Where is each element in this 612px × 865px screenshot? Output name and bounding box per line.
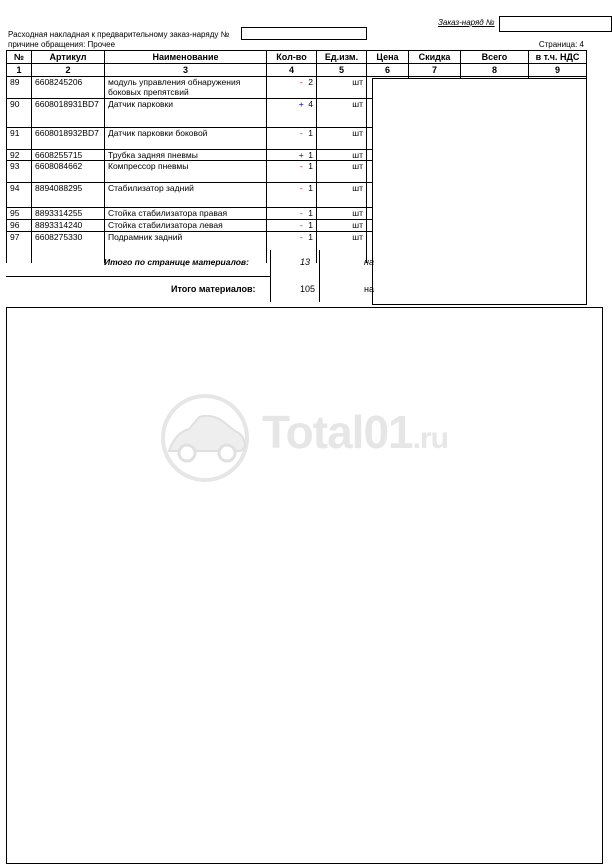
grand-total-suffix: на xyxy=(364,284,374,294)
page-total-label: Итого по странице материалов: xyxy=(104,257,249,267)
row-name: Трубка задняя пневмы xyxy=(105,150,267,161)
filler-cell xyxy=(7,254,32,263)
row-quantity-value: 1 xyxy=(308,208,313,218)
row-quantity xyxy=(267,183,317,208)
row-number: 91 xyxy=(7,128,32,150)
table-column-number-row xyxy=(7,64,587,77)
column-number: 3 xyxy=(105,64,267,77)
row-number: 90 xyxy=(7,99,32,128)
column-number: 2 xyxy=(32,64,105,77)
row-unit: шт xyxy=(317,77,367,99)
minus-icon[interactable]: - xyxy=(299,77,303,87)
row-quantity xyxy=(267,99,317,128)
row-number: 92 xyxy=(7,150,32,161)
row-unit: шт xyxy=(317,128,367,150)
row-quantity xyxy=(267,220,317,232)
row-name: Подрамник задний xyxy=(105,232,267,254)
row-name: Стойка стабилизатора правая xyxy=(105,208,267,220)
row-quantity-value: 1 xyxy=(308,150,313,160)
page-total-suffix: на xyxy=(364,257,374,267)
row-unit: шт xyxy=(317,232,367,254)
page-number: Страница: 4 xyxy=(538,40,584,49)
filler-cell xyxy=(32,254,105,263)
grand-total-label: Итого материалов: xyxy=(171,284,256,294)
column-header: Наименование xyxy=(105,51,267,64)
row-article: 6608018932BD7 xyxy=(32,128,105,150)
column-header: Артикул xyxy=(32,51,105,64)
row-quantity-value: 2 xyxy=(308,77,313,87)
watermark-car-logo-icon xyxy=(155,393,255,483)
row-unit: шт xyxy=(317,220,367,232)
invoice-title: Расходная накладная к предварительному заказ-наряду № xyxy=(8,30,230,39)
grand-total-value: 105 xyxy=(300,284,316,294)
column-number: 9 xyxy=(529,64,587,77)
table-header-row xyxy=(7,51,587,64)
totals-left-border xyxy=(270,250,271,302)
totals-qty-border xyxy=(319,250,320,302)
row-quantity xyxy=(267,128,317,150)
plus-icon[interactable]: + xyxy=(298,150,304,160)
row-quantity-value: 1 xyxy=(308,232,313,242)
row-unit: шт xyxy=(317,183,367,208)
row-unit: шт xyxy=(317,161,367,183)
row-number: 97 xyxy=(7,232,32,254)
minus-icon[interactable]: - xyxy=(299,183,303,193)
column-number: 8 xyxy=(461,64,529,77)
minus-icon[interactable]: - xyxy=(299,232,303,242)
content-frame xyxy=(6,307,603,864)
watermark-text: Total01.ru xyxy=(262,406,448,458)
minus-icon[interactable]: - xyxy=(299,220,303,230)
page-total-value: 13 xyxy=(300,257,311,267)
row-article: 6608084662 xyxy=(32,161,105,183)
row-article: 8893314240 xyxy=(32,220,105,232)
row-quantity xyxy=(267,208,317,220)
reason-label: причине обращения: Прочее xyxy=(8,40,116,49)
row-name: Стойка стабилизатора левая xyxy=(105,220,267,232)
row-name: модуль управления обнаружения боковых препятсвий xyxy=(105,77,267,99)
row-article: 6608018931BD7 xyxy=(32,99,105,128)
plus-icon[interactable]: + xyxy=(298,99,304,109)
invoice-number-field xyxy=(241,27,367,40)
row-article: 8893314255 xyxy=(32,208,105,220)
column-header: Всего xyxy=(461,51,529,64)
minus-icon[interactable]: - xyxy=(299,128,303,138)
column-header: Цена xyxy=(367,51,409,64)
column-header: Скидка xyxy=(409,51,461,64)
column-number: 1 xyxy=(7,64,32,77)
row-article: 8894088295 xyxy=(32,183,105,208)
column-number: 4 xyxy=(267,64,317,77)
row-article: 6608255715 xyxy=(32,150,105,161)
column-number: 7 xyxy=(409,64,461,77)
row-number: 94 xyxy=(7,183,32,208)
order-number-field xyxy=(499,16,612,32)
row-quantity-value: 1 xyxy=(308,128,313,138)
row-quantity xyxy=(267,161,317,183)
minus-icon[interactable]: - xyxy=(299,208,303,218)
row-quantity-value: 1 xyxy=(308,161,313,171)
row-number: 96 xyxy=(7,220,32,232)
column-header: Кол-во xyxy=(267,51,317,64)
row-unit: шт xyxy=(317,150,367,161)
row-quantity xyxy=(267,150,317,161)
row-name: Датчик парковки xyxy=(105,99,267,128)
column-header: Ед.изм. xyxy=(317,51,367,64)
row-number: 93 xyxy=(7,161,32,183)
totals-divider xyxy=(6,276,270,277)
filler-cell xyxy=(317,254,367,263)
order-label: Заказ-наряд № xyxy=(438,18,495,27)
column-number: 5 xyxy=(317,64,367,77)
row-quantity-value: 4 xyxy=(308,99,313,109)
row-number: 95 xyxy=(7,208,32,220)
row-name: Компрессор пневмы xyxy=(105,161,267,183)
row-article: 6608245206 xyxy=(32,77,105,99)
row-quantity-value: 1 xyxy=(308,183,313,193)
row-number: 89 xyxy=(7,77,32,99)
redacted-price-area xyxy=(372,78,587,305)
row-name: Стабилизатор задний xyxy=(105,183,267,208)
row-name: Датчик парковки боковой xyxy=(105,128,267,150)
column-number: 6 xyxy=(367,64,409,77)
column-header: № xyxy=(7,51,32,64)
row-quantity xyxy=(267,232,317,254)
row-quantity-value: 1 xyxy=(308,220,313,230)
row-unit: шт xyxy=(317,99,367,128)
column-header: в т.ч. НДС xyxy=(529,51,587,64)
row-article: 6608275330 xyxy=(32,232,105,254)
row-unit: шт xyxy=(317,208,367,220)
minus-icon[interactable]: - xyxy=(299,161,303,171)
row-quantity xyxy=(267,77,317,99)
